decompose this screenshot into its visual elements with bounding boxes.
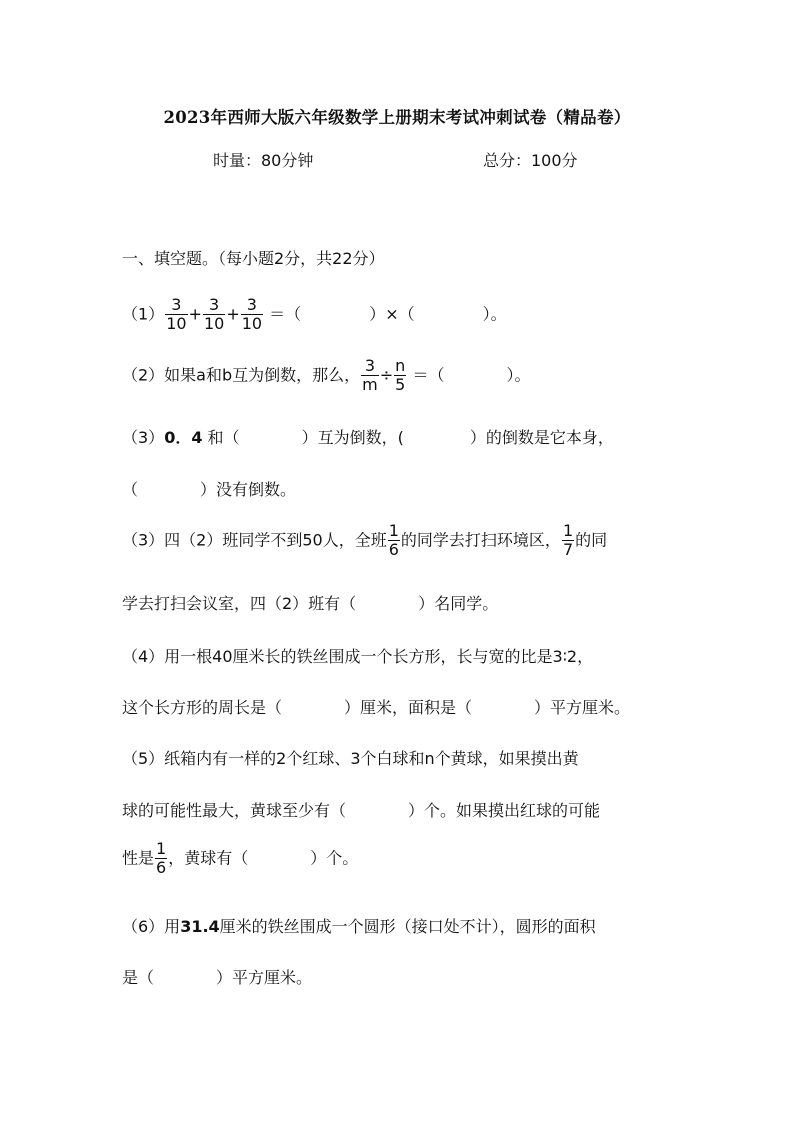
text: （6）用 [122,917,181,936]
fraction: $\frac{3}{10}$ [241,295,263,334]
text: ）厘米，面积是（ [344,698,473,717]
question-3b-line1 [122,522,607,560]
question-4-line2 [122,695,630,718]
text: 这个长方形的周长是（ [122,698,283,717]
text: （ [122,480,139,499]
text: 的同 [575,530,608,550]
question-3a-line2 [122,477,296,500]
question-5-line3 [122,840,358,878]
question-label: （1） [122,304,165,324]
total-score: 总分：100分 [483,151,578,170]
time-limit: 时量：80分钟 [213,151,314,170]
question-1 [122,296,507,334]
text: ＝（ [412,365,445,385]
text: 是（ [122,968,155,987]
text: ）。 [506,365,531,385]
fraction: $\frac{3}{10}$ [203,295,225,334]
question-6-line1 [122,914,596,937]
text: ）×（ [369,304,415,324]
question-6-line2 [122,965,312,988]
question-3b-line2 [122,591,498,614]
text: 厘米的铁丝围成一个圆形（接口处不计），圆形的面积 [219,917,596,936]
fraction: $\frac{3}{m}$ [362,356,378,395]
plus-sign: + [226,304,240,324]
text: ，黄球有（ [168,848,249,868]
question-5-line1: （5）纸箱内有一样的2个红球、3个白球和n个黄球，如果摸出黄 [122,749,579,768]
divide-sign: ÷ [379,365,394,385]
question-2 [122,357,530,395]
question-3a-line1 [122,425,614,448]
text: ）。 [482,304,507,324]
question-4-line1: （4）用一根40厘米长的铁丝围成一个长方形，长与宽的比是3∶2， [122,647,594,666]
text: ）互为倒数，( [301,428,404,447]
text: 的同学去打扫环境区， [400,530,561,550]
plus-sign: + [188,304,202,324]
text: ）平方厘米。 [534,698,631,717]
text: ）没有倒数。 [200,480,297,499]
text: ＝（ [269,304,302,324]
text: ）个。如果摸出红球的可能 [408,801,601,820]
fraction: $\frac{1}{6}$ [388,521,399,560]
fraction: $\frac{1}{7}$ [562,521,574,560]
fraction: $\frac{3}{10}$ [166,295,187,334]
text: 性是 [122,848,155,868]
question-text: （2）如果a和b互为倒数，那么， [122,365,361,385]
question-label: （3） [122,428,165,447]
number: 31.4 [180,917,220,936]
page-title: 2023年西师大版六年级数学上册期末考试冲刺试卷（精品卷） [163,108,631,127]
fraction: $\frac{n}{5}$ [395,356,406,395]
section-heading: 一、填空题。（每小题2分，共22分） [122,249,385,268]
text: 球的可能性最大，黄球至少有（ [122,801,347,820]
text: ）个。 [310,848,359,868]
fraction: $\frac{1}{6}$ [156,839,167,878]
text: ）名同学。 [418,594,499,613]
text: 学去打扫会议室，四（2）班有（ [122,594,357,613]
text: （3）四（2）班同学不到50人，全班 [122,530,387,550]
question-5-line2 [122,798,600,821]
text: 和（ [202,428,240,447]
text: ）的倒数是它本身， [469,428,614,447]
text: ）平方厘米。 [216,968,313,987]
number: 0．4 [164,428,203,447]
